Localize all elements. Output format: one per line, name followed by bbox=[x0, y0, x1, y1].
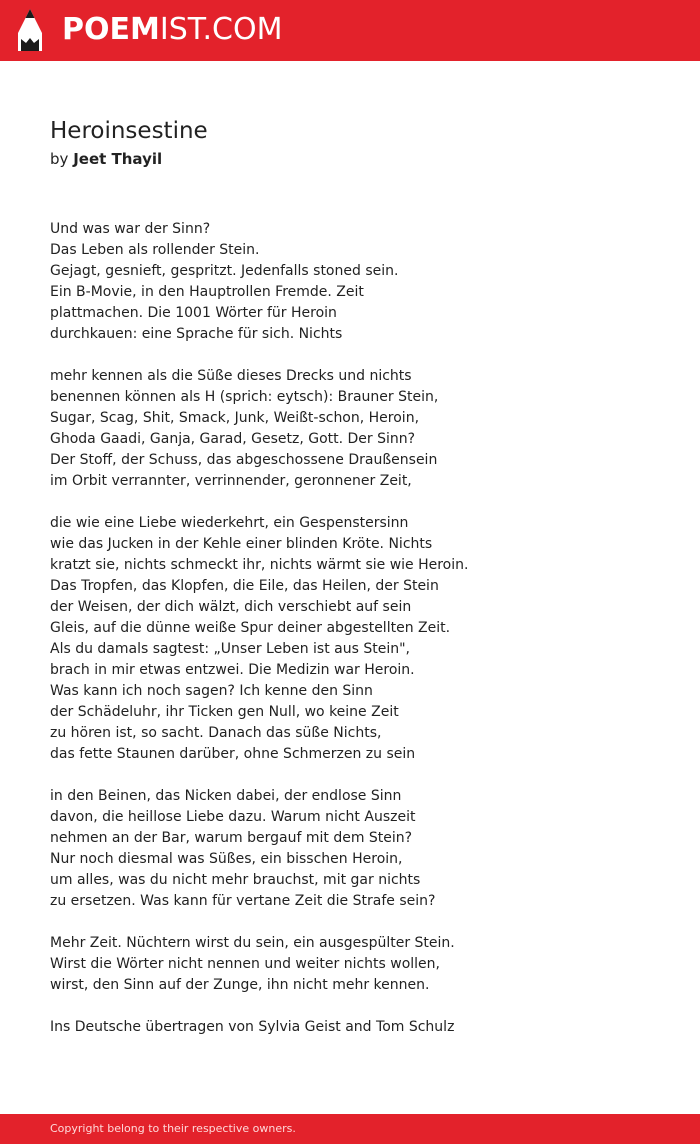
poem-line: Das Tropfen, das Klopfen, die Eile, das Heilen, der Stein bbox=[50, 578, 439, 594]
poem-line: wie das Jucken in der Kehle einer blinden Kröte. Nichts bbox=[50, 536, 433, 552]
poem-byline bbox=[50, 149, 162, 169]
poem-line: zu ersetzen. Was kann für vertane Zeit die Strafe sein? bbox=[50, 893, 436, 909]
site-logo[interactable] bbox=[62, 12, 282, 48]
logo-light-text: IST.COM bbox=[159, 12, 283, 47]
poem-line: Wirst die Wörter nicht nennen und weiter nichts wollen, bbox=[50, 956, 440, 972]
poem-line: kratzt sie, nichts schmeckt ihr, nichts wärmt sie wie Heroin. bbox=[50, 557, 469, 573]
poem-line: Als du damals sagtest: „Unser Leben ist aus Stein", bbox=[50, 641, 410, 657]
poem-line: zu hören ist, so sacht. Danach das süße Nichts, bbox=[50, 725, 382, 741]
poem-line: durchkauen: eine Sprache für sich. Nichts bbox=[50, 326, 343, 342]
poem-line: nehmen an der Bar, warum bergauf mit dem Stein? bbox=[50, 830, 413, 846]
poem-stanza bbox=[50, 1017, 670, 1038]
copyright-text: Copyright belong to their respective owners. bbox=[50, 1122, 296, 1135]
poem-line: davon, die heillose Liebe dazu. Warum nicht Auszeit bbox=[50, 809, 416, 825]
pencil-icon[interactable] bbox=[17, 9, 43, 51]
poem-line: Mehr Zeit. Nüchtern wirst du sein, ein ausgespülter Stein. bbox=[50, 935, 455, 951]
site-footer bbox=[0, 1114, 700, 1144]
poem-line: der Weisen, der dich wälzt, dich verschiebt auf sein bbox=[50, 599, 412, 615]
poem-line: brach in mir etwas entzwei. Die Medizin war Heroin. bbox=[50, 662, 415, 678]
poem-stanza bbox=[50, 786, 670, 912]
poem-stanza bbox=[50, 513, 670, 765]
author-name[interactable]: Jeet Thayil bbox=[73, 150, 163, 168]
poem-line: das fette Staunen darüber, ohne Schmerzen zu sein bbox=[50, 746, 416, 762]
poem-line: Sugar, Scag, Shit, Smack, Junk, Weißt-schon, Heroin, bbox=[50, 410, 420, 426]
poem-line: um alles, was du nicht mehr brauchst, mit gar nichts bbox=[50, 872, 421, 888]
poem-line: im Orbit verrannter, verrinnender, geronnener Zeit, bbox=[50, 473, 412, 489]
poem-line: der Schädeluhr, ihr Ticken gen Null, wo keine Zeit bbox=[50, 704, 399, 720]
poem-stanza bbox=[50, 366, 670, 492]
site-header bbox=[0, 0, 700, 61]
poem-stanza bbox=[50, 219, 670, 345]
poem-line: Und was war der Sinn? bbox=[50, 221, 211, 237]
poem-line: wirst, den Sinn auf der Zunge, ihn nicht mehr kennen. bbox=[50, 977, 430, 993]
poem-body bbox=[50, 219, 670, 1059]
poem-line: in den Beinen, das Nicken dabei, der endlose Sinn bbox=[50, 788, 402, 804]
poem-line: Nur noch diesmal was Süßes, ein bisschen Heroin, bbox=[50, 851, 403, 867]
poem-line: mehr kennen als die Süße dieses Drecks und nichts bbox=[50, 368, 412, 384]
poem-line: Ghoda Gaadi, Ganja, Garad, Gesetz, Gott. Der Sinn? bbox=[50, 431, 416, 447]
poem-title: Heroinsestine bbox=[50, 118, 208, 144]
poem-line: Ins Deutsche übertragen von Sylvia Geist and Tom Schulz bbox=[50, 1019, 455, 1035]
poem-stanza bbox=[50, 933, 670, 996]
poem-line: Was kann ich noch sagen? Ich kenne den Sinn bbox=[50, 683, 373, 699]
poem-line: die wie eine Liebe wiederkehrt, ein Gespenstersinn bbox=[50, 515, 409, 531]
poem-line: Das Leben als rollender Stein. bbox=[50, 242, 260, 258]
poem-line: Gejagt, gesnieft, gespritzt. Jedenfalls stoned sein. bbox=[50, 263, 399, 279]
poem-line: Gleis, auf die dünne weiße Spur deiner abgestellten Zeit. bbox=[50, 620, 451, 636]
by-label: by bbox=[50, 150, 69, 168]
poem-line: Der Stoff, der Schuss, das abgeschossene Draußensein bbox=[50, 452, 438, 468]
poem-line: benennen können als H (sprich: eytsch): Brauner Stein, bbox=[50, 389, 439, 405]
logo-bold-text: POEM bbox=[62, 12, 160, 47]
poem-line: plattmachen. Die 1001 Wörter für Heroin bbox=[50, 305, 337, 321]
poem-line: Ein B-Movie, in den Hauptrollen Fremde. Zeit bbox=[50, 284, 364, 300]
